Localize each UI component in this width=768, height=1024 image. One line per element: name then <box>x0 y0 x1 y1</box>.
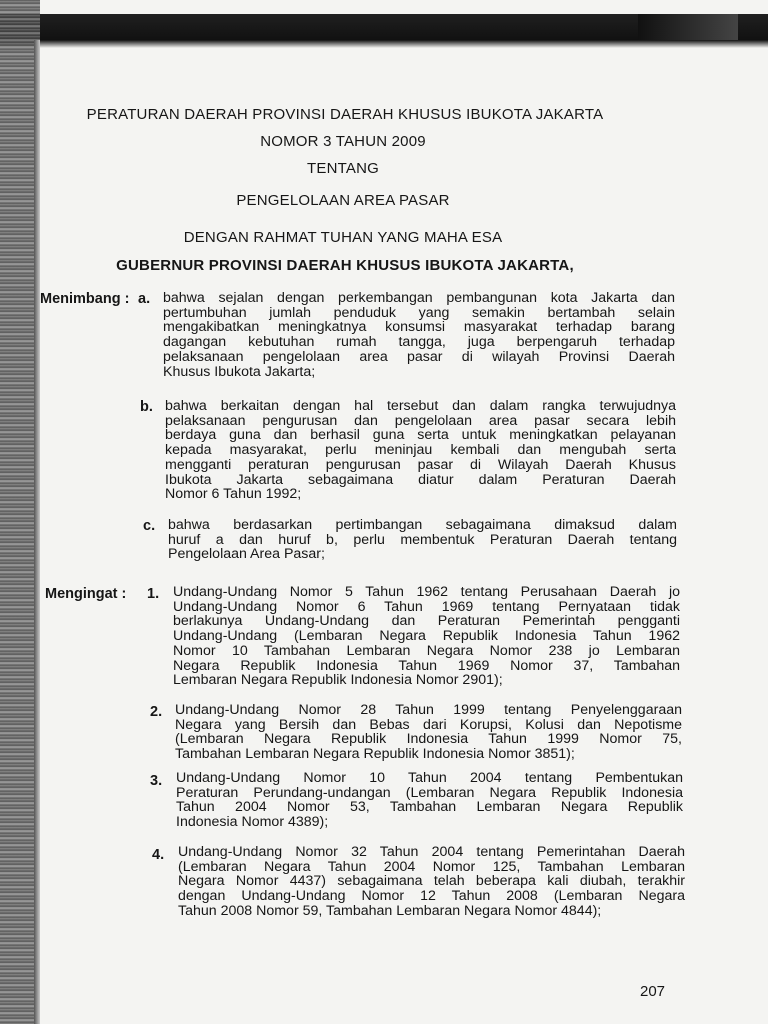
text-line: Pengelolaan Area Pasar; <box>168 546 325 563</box>
mengingat-4-text <box>178 845 685 919</box>
page-number: 207 <box>640 983 666 1000</box>
regulation-about: TENTANG <box>307 160 379 177</box>
text-line: Tahun 2004 Nomor 53, Tambahan Lembaran Negara Republik <box>176 799 683 816</box>
text-line: pelaksanaan pengurusan dan pengelolaan area pasar secara lebih <box>165 412 676 429</box>
text-line: Nomor 6 Tahun 1992; <box>165 486 302 503</box>
text-line: dengan Undang-Undang Nomor 12 Tahun 2008 (Lembaran Negara <box>178 888 685 905</box>
text-line: Nomor 10 Tambahan Lembaran Negara Nomor 238 jo Lembaran <box>173 642 680 659</box>
menimbang-c-marker: c. <box>143 518 156 534</box>
regulation-title: PERATURAN DAERAH PROVINSI DAERAH KHUSUS IBUKOTA JAKARTA <box>86 106 604 123</box>
mengingat-2-text <box>175 703 682 762</box>
governor-heading: GUBERNUR PROVINSI DAERAH KHUSUS IBUKOTA JAKARTA, <box>116 257 574 274</box>
text-line: huruf a dan huruf b, perlu membentuk Peraturan Daerah tentang <box>168 531 677 548</box>
text-line: Indonesia Nomor 4389); <box>176 814 329 831</box>
mengingat-1-marker: 1. <box>147 586 160 602</box>
regulation-number: NOMOR 3 TAHUN 2009 <box>260 133 426 150</box>
text-line: bahwa berkaitan dengan hal tersebut dan dalam rangka terwujudnya <box>165 398 676 414</box>
menimbang-b-marker: b. <box>140 399 153 415</box>
mengingat-label: Mengingat : <box>45 586 127 602</box>
text-line: berdaya guna dan berhasil guna serta untuk meningkatkan pelayanan <box>165 427 676 444</box>
invocation: DENGAN RAHMAT TUHAN YANG MAHA ESA <box>183 229 503 246</box>
text-line: Undang-Undang Nomor 5 Tahun 1962 tentang Perusahaan Daerah jo <box>173 584 680 600</box>
text-line: Peraturan Perundang-undangan (Lembaran Negara Republik Indonesia <box>176 784 683 801</box>
text-line: bahwa berdasarkan pertimbangan sebagaimana dimaksud dalam <box>168 517 677 533</box>
text-line: Negara Nomor 4437) sebagaimana telah beberapa kali diubah, terakhir <box>178 873 685 890</box>
mengingat-4-marker: 4. <box>152 847 165 863</box>
text-line: (Lembaran Negara Republik Indonesia Tahun 1999 Nomor 75, <box>175 731 682 748</box>
text-line: pertumbuhan jumlah penduduk yang semakin bertambah selain <box>163 304 675 321</box>
text-line: Tambahan Lembaran Negara Republik Indonesia Nomor 3851); <box>175 746 575 763</box>
text-line: Negara Republik Indonesia Tahun 1969 Nomor 37, Tambahan <box>173 657 680 674</box>
regulation-subject: PENGELOLAAN AREA PASAR <box>236 192 450 209</box>
menimbang-label: Menimbang : <box>40 291 130 307</box>
text-line: Undang-Undang Nomor 10 Tahun 2004 tentang Pembentukan <box>176 770 683 786</box>
text-line: Lembaran Negara Republik Indonesia Nomor 2901); <box>173 672 503 689</box>
text-line: Undang-Undang Nomor 28 Tahun 1999 tentang Penyelenggaraan <box>175 702 682 718</box>
mengingat-1-text <box>173 585 680 688</box>
text-line: Undang-Undang (Lembaran Negara Republik Indonesia Tahun 1962 <box>173 628 680 645</box>
text-line: Tahun 2008 Nomor 59, Tambahan Lembaran Negara Nomor 4844); <box>178 902 602 919</box>
scan-left-edge <box>34 40 40 1024</box>
mengingat-2-marker: 2. <box>150 704 163 720</box>
text-line: (Lembaran Negara Tahun 2004 Nomor 125, Tambahan Lembaran <box>178 858 685 875</box>
text-line: mengakibatkan meningkatnya konsumsi masyarakat terhadap barang <box>163 319 675 336</box>
menimbang-a-text <box>163 291 675 379</box>
text-line: mengganti peraturan pengurusan pasar di Wilayah Daerah Khusus <box>165 456 676 473</box>
text-line: Khusus Ibukota Jakarta; <box>163 363 316 380</box>
scan-top-border <box>0 0 768 48</box>
menimbang-a-marker: a. <box>138 291 151 307</box>
text-line: Negara yang Bersih dan Bebas dari Korupsi, Kolusi dan Nepotisme <box>175 716 682 733</box>
text-line: Ibukota Jakarta sebagaimana diatur dalam Peraturan Daerah <box>165 471 676 488</box>
text-line: Undang-Undang Nomor 32 Tahun 2004 tentang Pemerintahan Daerah <box>178 844 685 860</box>
menimbang-c-text <box>168 518 677 562</box>
text-line: kepada masyarakat, perlu meninjau kembali dan mengubah serta <box>165 442 676 459</box>
menimbang-b-text <box>165 399 676 502</box>
mengingat-3-text <box>176 771 683 830</box>
text-line: dagangan kebutuhan rumah tangga, juga berpengaruh terhadap <box>163 334 675 351</box>
text-line: bahwa sejalan dengan perkembangan pembangunan kota Jakarta dan <box>163 290 675 306</box>
text-line: pelaksanaan pengelolaan area pasar di wilayah Provinsi Daerah <box>163 348 675 365</box>
text-line: Undang-Undang Nomor 6 Tahun 1969 tentang Pernyataan tidak <box>173 598 680 615</box>
mengingat-3-marker: 3. <box>150 773 163 789</box>
text-line: berlakunya Undang-Undang dan Peraturan Pemerintah pengganti <box>173 613 680 630</box>
